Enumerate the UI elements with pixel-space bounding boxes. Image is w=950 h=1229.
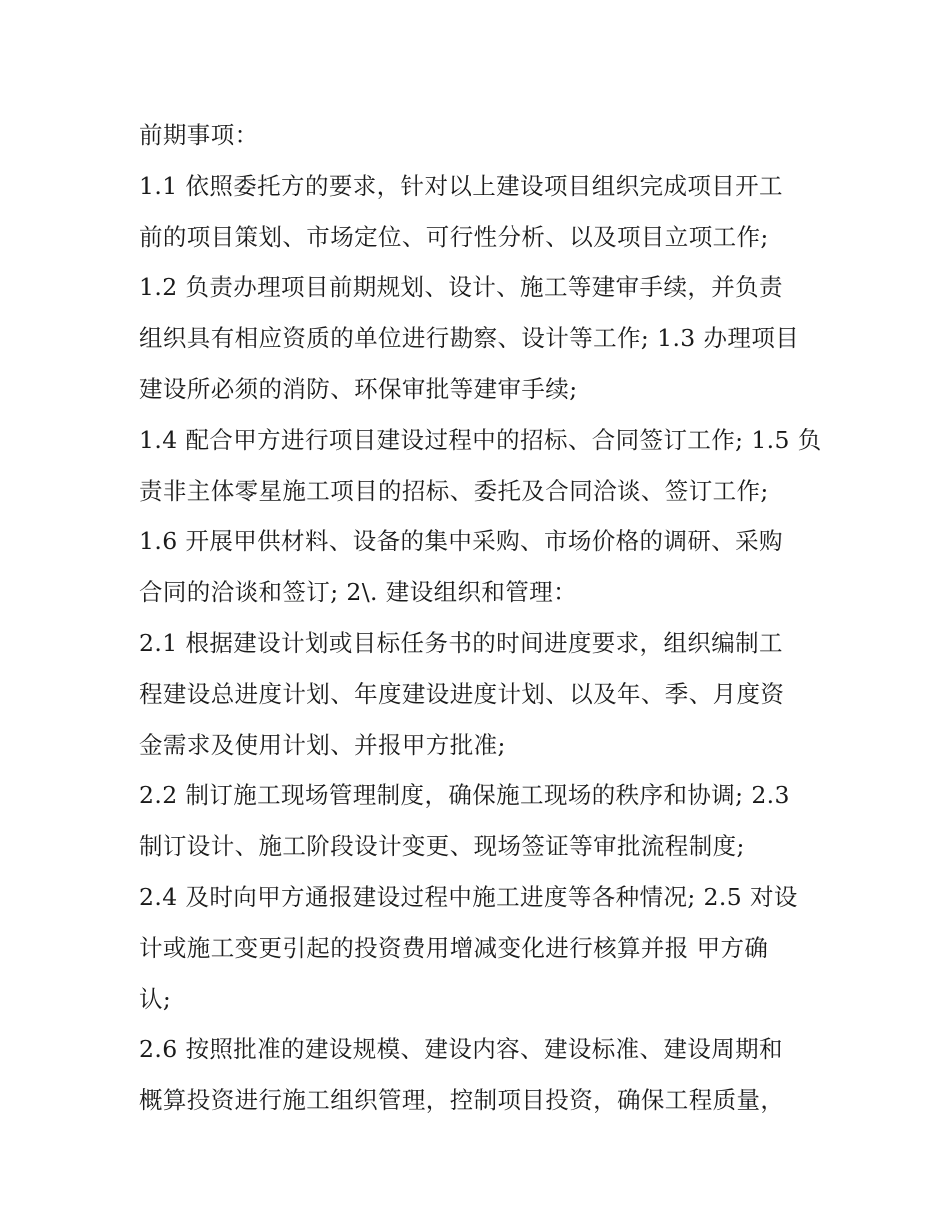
text-line: 1.4 配合甲方进行项目建设过程中的招标、合同签订工作; 1.5 负 [139, 425, 822, 454]
text-line: 2.2 制订施工现场管理制度，确保施工现场的秩序和协调; 2.3 [139, 781, 790, 810]
text-line: 合同的洽谈和签订; 2\. 建设组织和管理： [139, 578, 577, 607]
text-line: 程建设总进度计划、年度建设进度计划、以及年、季、月度资 [139, 679, 785, 708]
text-line: 前的项目策划、市场定位、可行性分析、以及项目立项工作; [139, 222, 769, 251]
text-line: 1.1 依照委托方的要求，针对以上建设项目组织完成项目开工 [139, 171, 783, 200]
text-line: 认; [139, 984, 172, 1013]
text-line: 建设所必须的消防、环保审批等建审手续; [139, 374, 578, 403]
text-line: 2.6 按照批准的建设规模、建设内容、建设标准、建设周期和 [139, 1035, 783, 1064]
section-heading: 前期事项： [139, 121, 259, 149]
text-line: 1.2 负责办理项目前期规划、设计、施工等建审手续，并负责 [139, 273, 783, 302]
text-line: 2.1 根据建设计划或目标任务书的时间进度要求，组织编制工 [139, 628, 783, 657]
text-line: 1.6 开展甲供材料、设备的集中采购、市场价格的调研、采购 [139, 527, 783, 556]
text-line: 制订设计、施工阶段设计变更、现场签证等审批流程制度; [139, 832, 745, 861]
document-body [139, 110, 822, 1126]
text-line: 金需求及使用计划、并报甲方批准; [139, 730, 506, 759]
text-line: 责非主体零星施工项目的招标、委托及合同洽谈、签订工作; [139, 476, 769, 505]
text-line: 2.4 及时向甲方通报建设过程中施工进度等各种情况; 2.5 对设 [139, 882, 798, 911]
text-line: 概算投资进行施工组织管理，控制项目投资，确保工程质量， [139, 1086, 785, 1115]
text-line: 计或施工变更引起的投资费用增减变化进行核算并报 甲方确 [139, 933, 769, 962]
text-line: 组织具有相应资质的单位进行勘察、设计等工作; 1.3 办理项目 [139, 324, 800, 353]
